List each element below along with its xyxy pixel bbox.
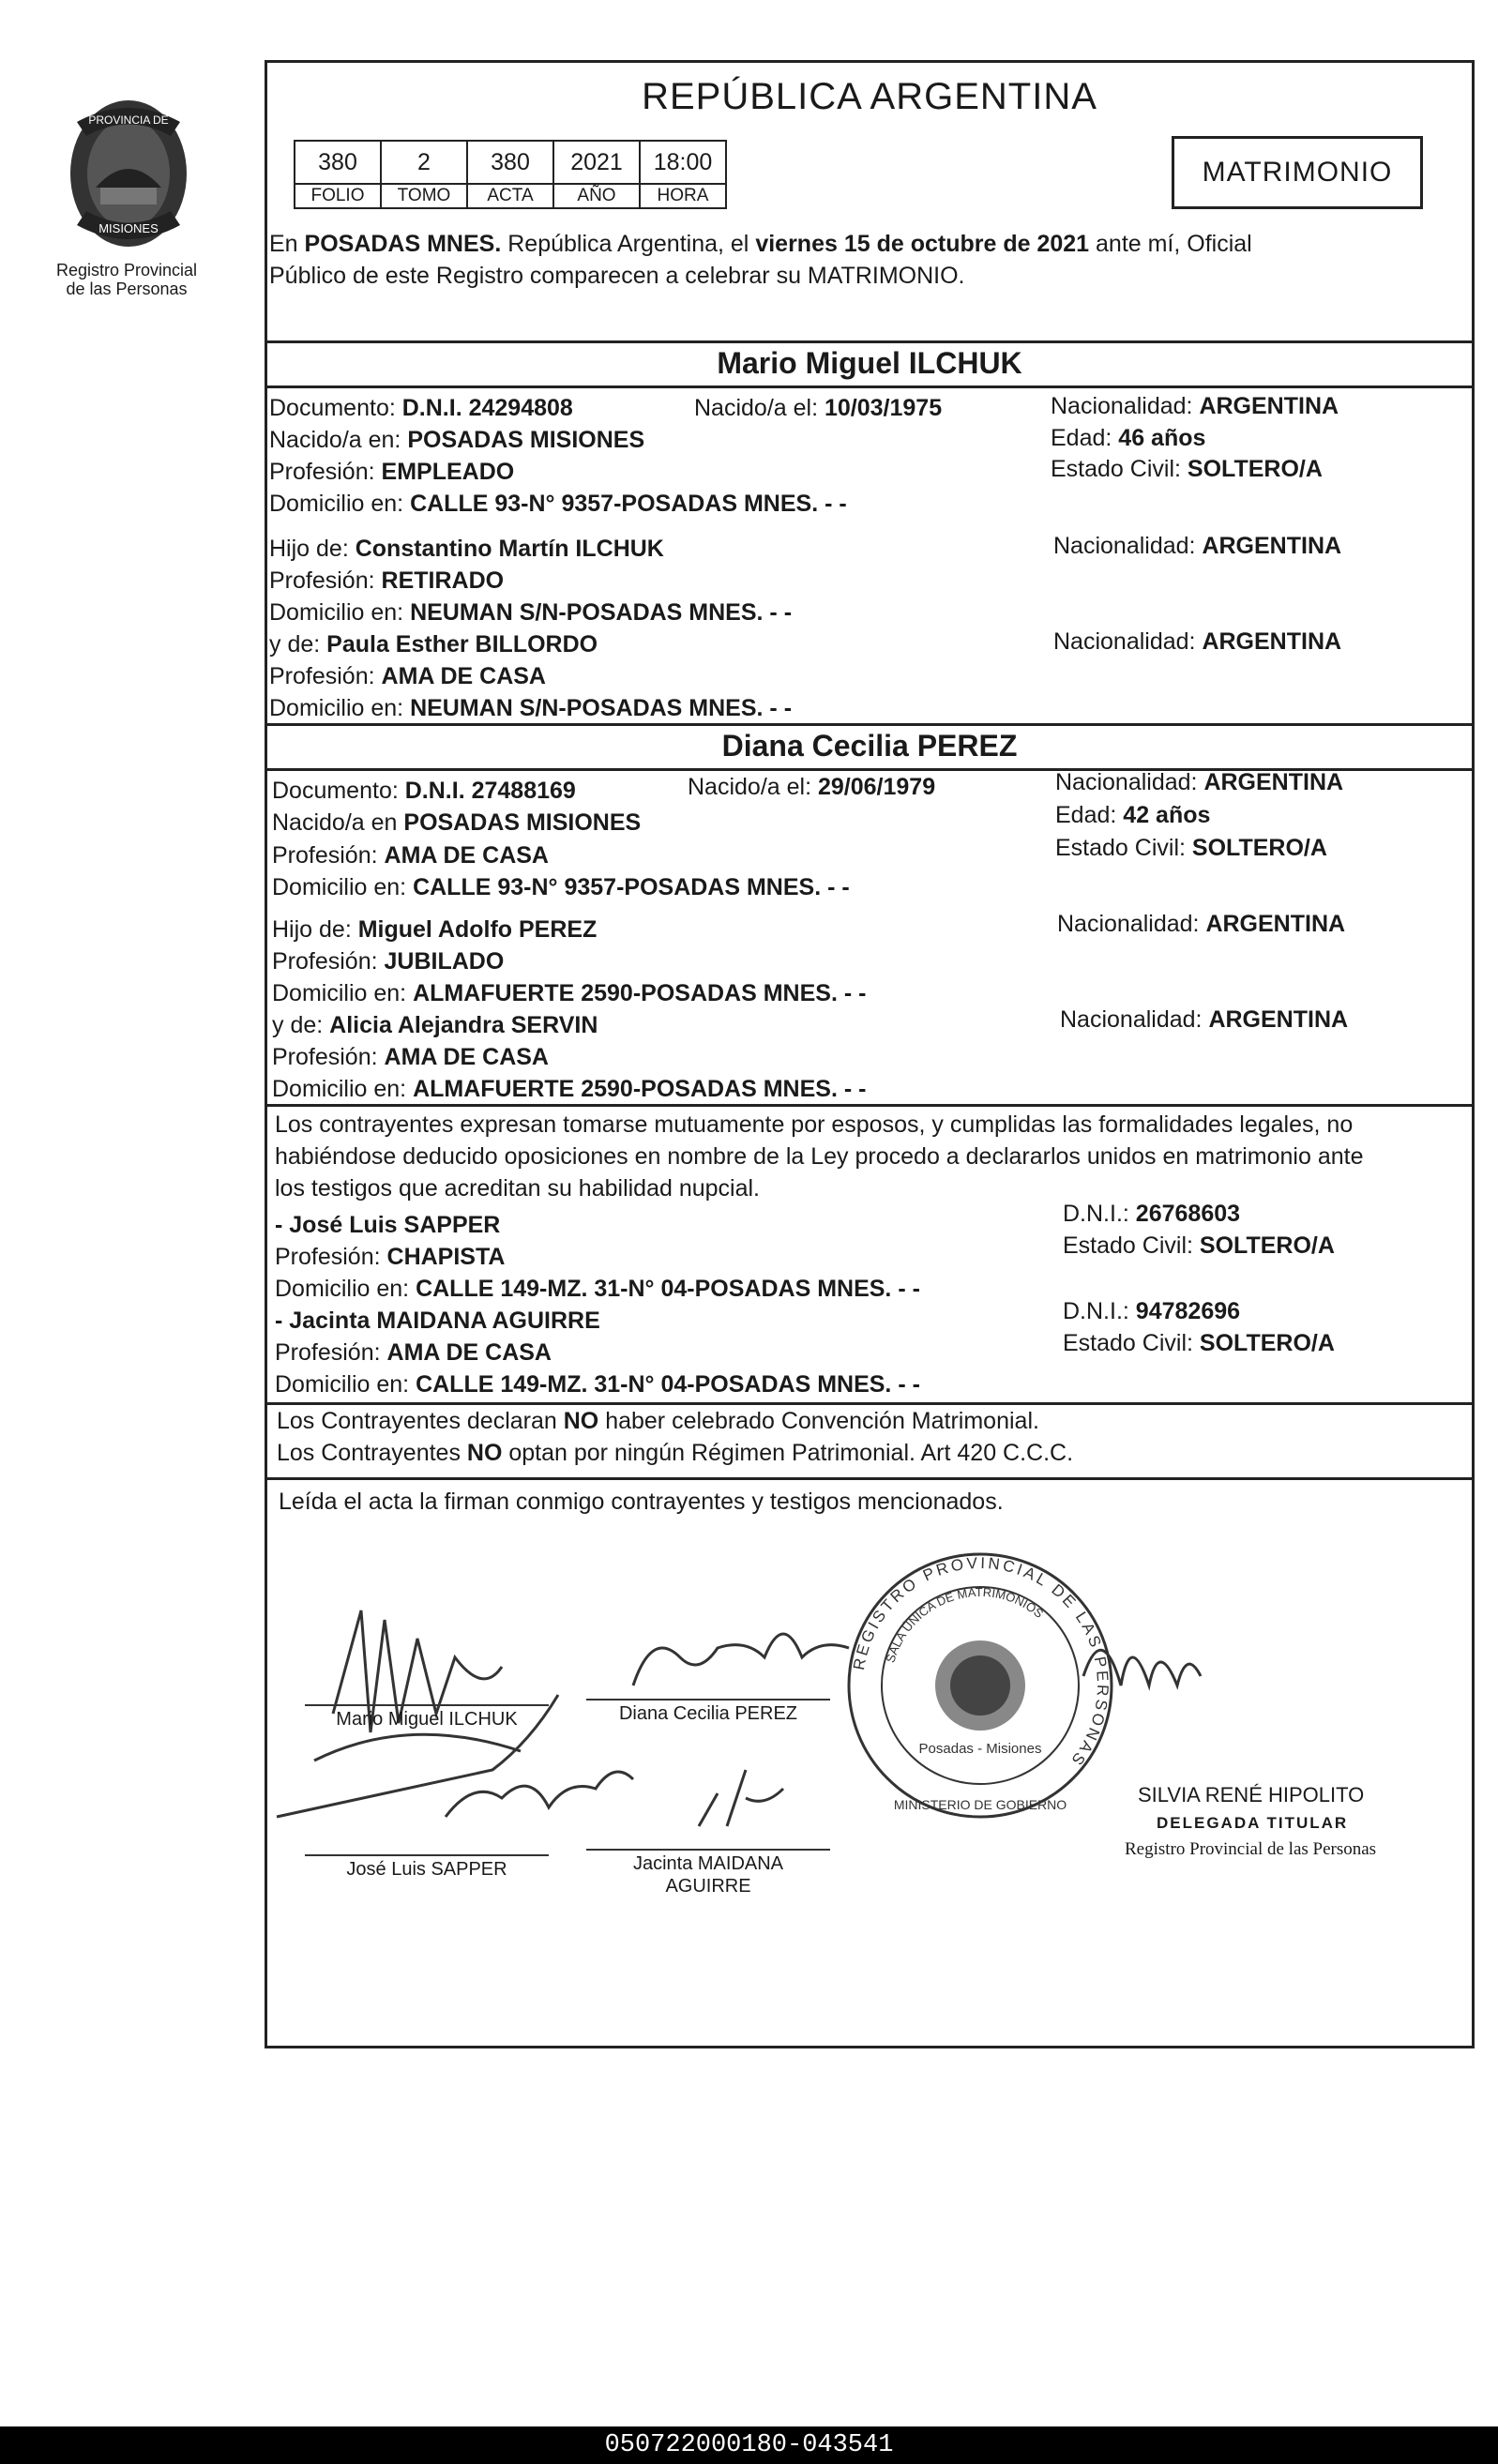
c2-madre-profesion: Profesión: AMA DE CASA [272,1044,549,1070]
official-seal [840,1545,1121,1826]
c2-padre: Hijo de: Miguel Adolfo PEREZ [272,916,598,943]
logo-caption-line-1: Registro Provincial [55,261,198,280]
logo-caption [28,261,225,298]
acta-value: 380 [467,141,553,184]
c2-estado-civil: Estado Civil: SOLTERO/A [1055,835,1327,861]
registry-table [294,140,727,209]
c2-edad: Edad: 42 años [1055,802,1211,828]
contrayente-1-name: Mario Miguel ILCHUK [717,346,1022,380]
testigo-1-estado: Estado Civil: SOLTERO/A [1063,1232,1335,1259]
c1-nacionalidad: Nacionalidad: ARGENTINA [1051,393,1339,419]
c2-nacido-el: Nacido/a el: 29/06/1979 [688,774,936,800]
signature-label-3: José Luis SAPPER [346,1859,507,1880]
c1-madre-profesion: Profesión: AMA DE CASA [269,663,546,689]
c1-madre-nacionalidad: Nacionalidad: ARGENTINA [1053,628,1342,655]
svg-text:REGISTRO PROVINCIAL DE LAS PER: REGISTRO PROVINCIAL DE LAS PERSONAS [850,1553,1112,1771]
c1-padre-domicilio: Domicilio en: NEUMAN S/N-POSADAS MNES. - - [269,599,793,626]
c1-nacido-el: Nacido/a el: 10/03/1975 [694,395,943,421]
c1-estado-civil: Estado Civil: SOLTERO/A [1051,456,1323,482]
c2-documento: Documento: D.N.I. 27488169 [272,778,576,804]
c2-madre: y de: Alicia Alejandra SERVIN [272,1012,598,1038]
c2-nacionalidad: Nacionalidad: ARGENTINA [1055,769,1344,795]
c1-nacido-en: Nacido/a en: POSADAS MISIONES [269,427,645,453]
document-title: REPÚBLICA ARGENTINA [642,76,1097,117]
testigo-1-profesion: Profesión: CHAPISTA [275,1244,506,1270]
testigo-1-dni: D.N.I.: 26768603 [1063,1201,1241,1227]
svg-text:MISIONES: MISIONES [98,221,159,235]
signature-label-4: Jacinta MAIDANA AGUIRRE [632,1853,784,1897]
oficial-org: Registro Provincial de las Personas [1125,1839,1377,1859]
document-barcode-footer: 050722000180-043541 [0,2426,1498,2464]
c1-profesion: Profesión: EMPLEADO [269,459,515,485]
anio-value: 2021 [553,141,640,184]
c1-edad: Edad: 46 años [1051,425,1206,451]
c2-padre-domicilio: Domicilio en: ALMAFUERTE 2590-POSADAS MNES. - - [272,980,867,1006]
provincial-seal-logo [49,94,208,253]
c1-domicilio: Domicilio en: CALLE 93-N° 9357-POSADAS MNES. - - [269,491,847,517]
folio-value: 380 [295,141,381,184]
testigo-2-dni: D.N.I.: 94782696 [1063,1298,1241,1324]
oficial-title: DELEGADA TITULAR [1157,1814,1349,1832]
convencion-line-2: Los Contrayentes NO optan por ningún Régimen Patrimonial. Art 420 C.C.C. [277,1440,1074,1466]
declaracion-line-1: Los contrayentes expresan tomarse mutuamente por esposos, y cumplidas las formalidades legales, no [275,1111,1354,1138]
oficial-name: SILVIA RENÉ HIPOLITO [1138,1783,1365,1806]
convencion-line-1: Los Contrayentes declaran NO haber celebrado Convención Matrimonial. [277,1408,1039,1434]
svg-text:MINISTERIO DE GOBIERNO: MINISTERIO DE GOBIERNO [893,1797,1067,1812]
testigo-2-name: - Jacinta MAIDANA AGUIRRE [275,1308,600,1334]
testigo-1-name: - José Luis SAPPER [275,1212,501,1238]
c1-padre-nacionalidad: Nacionalidad: ARGENTINA [1053,533,1342,559]
leida-text: Leída el acta la firman conmigo contrayentes y testigos mencionados. [279,1489,1004,1515]
declaracion-line-2: habiéndose deducido oposiciones en nombre de la Ley procedo a declararlos unidos en matrimonio ante [275,1143,1364,1170]
c1-padre-profesion: Profesión: RETIRADO [269,567,505,594]
c2-padre-profesion: Profesión: JUBILADO [272,948,505,975]
hora-value: 18:00 [640,141,726,184]
folio-label: FOLIO [295,184,381,208]
testigo-2-profesion: Profesión: AMA DE CASA [275,1339,552,1366]
signature-label-2: Diana Cecilia PEREZ [618,1703,798,1724]
contrayente-2-name: Diana Cecilia PEREZ [721,729,1018,763]
document-type-box: MATRIMONIO [1172,136,1423,209]
svg-text:PROVINCIA DE: PROVINCIA DE [88,113,169,127]
intro-line-1: En POSADAS MNES. República Argentina, el viernes 15 de octubre de 2021 ante mí, Oficial [269,231,1252,257]
tomo-label: TOMO [381,184,467,208]
hora-label: HORA [640,184,726,208]
testigo-1-domicilio: Domicilio en: CALLE 149-MZ. 31-N° 04-POSADAS MNES. - - [275,1276,920,1302]
c2-madre-domicilio: Domicilio en: ALMAFUERTE 2590-POSADAS MNES. - - [272,1076,867,1102]
testigo-2-estado: Estado Civil: SOLTERO/A [1063,1330,1335,1356]
testigo-2-domicilio: Domicilio en: CALLE 149-MZ. 31-N° 04-POSADAS MNES. - - [275,1371,920,1398]
c2-domicilio: Domicilio en: CALLE 93-N° 9357-POSADAS MNES. - - [272,874,850,900]
c2-nacido-en: Nacido/a en POSADAS MISIONES [272,809,642,836]
svg-text:Posadas - Misiones: Posadas - Misiones [918,1741,1042,1757]
c1-madre: y de: Paula Esther BILLORDO [269,631,598,658]
c1-documento: Documento: D.N.I. 24294808 [269,395,573,421]
marriage-certificate [265,60,1475,2048]
acta-label: ACTA [467,184,553,208]
c1-madre-domicilio: Domicilio en: NEUMAN S/N-POSADAS MNES. - - [269,695,793,721]
anio-label: AÑO [553,184,640,208]
declaracion-line-3: los testigos que acreditan su habilidad nupcial. [275,1175,761,1202]
c1-padre: Hijo de: Constantino Martín ILCHUK [269,536,664,562]
c2-profesion: Profesión: AMA DE CASA [272,842,549,869]
logo-caption-line-2: de las Personas [66,280,188,298]
c2-padre-nacionalidad: Nacionalidad: ARGENTINA [1057,911,1346,937]
c2-madre-nacionalidad: Nacionalidad: ARGENTINA [1060,1006,1349,1033]
svg-text:SALA ÚNICA DE MATRIMONIOS: SALA ÚNICA DE MATRIMONIOS [883,1584,1047,1665]
intro-line-2: Público de este Registro comparecen a celebrar su MATRIMONIO. [269,263,965,289]
signature-label-1: Mario Miguel ILCHUK [336,1709,518,1730]
tomo-value: 2 [381,141,467,184]
